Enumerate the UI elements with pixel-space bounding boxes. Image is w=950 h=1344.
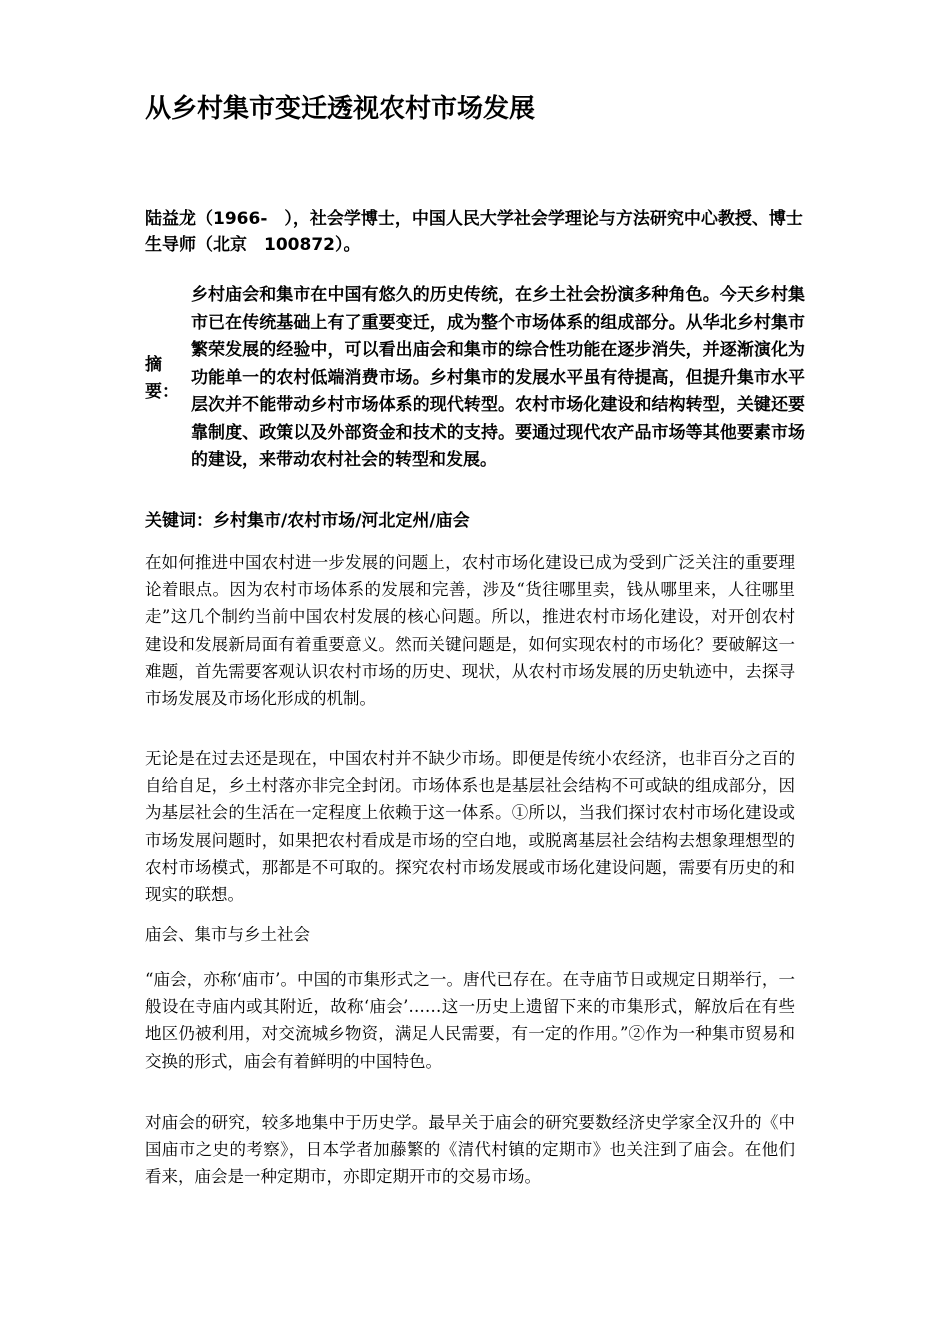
section-heading: 庙会、集市与乡土社会 [145, 925, 310, 944]
keywords: 关键词：乡村集市/农村市场/河北定州/庙会 [145, 511, 470, 531]
body-paragraph: 在如何推进中国农村进一步发展的问题上，农村市场化建设已成为受到广泛关注的重要理论着眼点。因为农村市场体系的发展和完善，涉及“货往哪里卖，钱从哪里来，人往哪里走”这几个制约当前中国农村发展的核心问题。所以，推进农村市场化建设，对开创农村建设和发展新局面有着重要意义。然而关键问题是，如何实现农村的市场化？要破解这一难题，首先需要客观认识农村市场的历史、现状，从农村市场发展的历史轨迹中，去探寻市场发展及市场化形成的机制。 [145, 553, 795, 709]
abstract-block [145, 282, 805, 482]
article-title: 从乡村集市变迁透视农村市场发展 [145, 94, 536, 124]
body-paragraph: 无论是在过去还是现在，中国农村并不缺少市场。即便是传统小农经济，也非百分之百的自给自足，乡土村落亦非完全封闭。市场体系也是基层社会结构不可或缺的组成部分，因为基层社会的生活在一定程度上依赖于这一体系。①所以，当我们探讨农村市场化建设或市场发展问题时，如果把农村看成是市场的空白地，或脱离基层社会结构去想象理想型的农村市场模式，那都是不可取的。探究农村市场发展或市场化建设问题，需要有历史的和现实的联想。 [145, 749, 795, 905]
body-paragraph: 对庙会的研究，较多地集中于历史学。最早关于庙会的研究要数经济史学家全汉升的《中国庙市之史的考察》，日本学者加藤繁的《清代村镇的定期市》也关注到了庙会。在他们看来，庙会是一种定期市，亦即定期开市的交易市场。 [145, 1113, 795, 1187]
abstract-label: 摘要： [145, 355, 179, 402]
author-info: 陆益龙（1966- ），社会学博士，中国人民大学社会学理论与方法研究中心教授、博士生导师（北京 100872）。 [145, 209, 803, 255]
body-paragraph: “庙会，亦称‘庙市’。中国的市集形式之一。唐代已存在。在寺庙节日或规定日期举行，一般设在寺庙内或其附近，故称‘庙会’……这一历史上遗留下来的市集形式，解放后在有些地区仍被利用，对交流城乡物资，满足人民需要，有一定的作用。”②作为一种集市贸易和交换的形式，庙会有着鲜明的中国特色。 [145, 970, 795, 1071]
abstract-text: 乡村庙会和集市在中国有悠久的历史传统，在乡土社会扮演多种角色。今天乡村集市已在传统基础上有了重要变迁，成为整个市场体系的组成部分。从华北乡村集市繁荣发展的经验中，可以看出庙会和集市的综合性功能在逐步消失，并逐渐演化为功能单一的农村低端消费市场。乡村集市的发展水平虽有待提高，但提升集市水平层次并不能带动乡村市场体系的现代转型。农村市场化建设和结构转型，关键还要靠制度、政策以及外部资金和技术的支持。要通过现代农产品市场等其他要素市场的建设，来带动农村社会的转型和发展。 [191, 285, 805, 470]
